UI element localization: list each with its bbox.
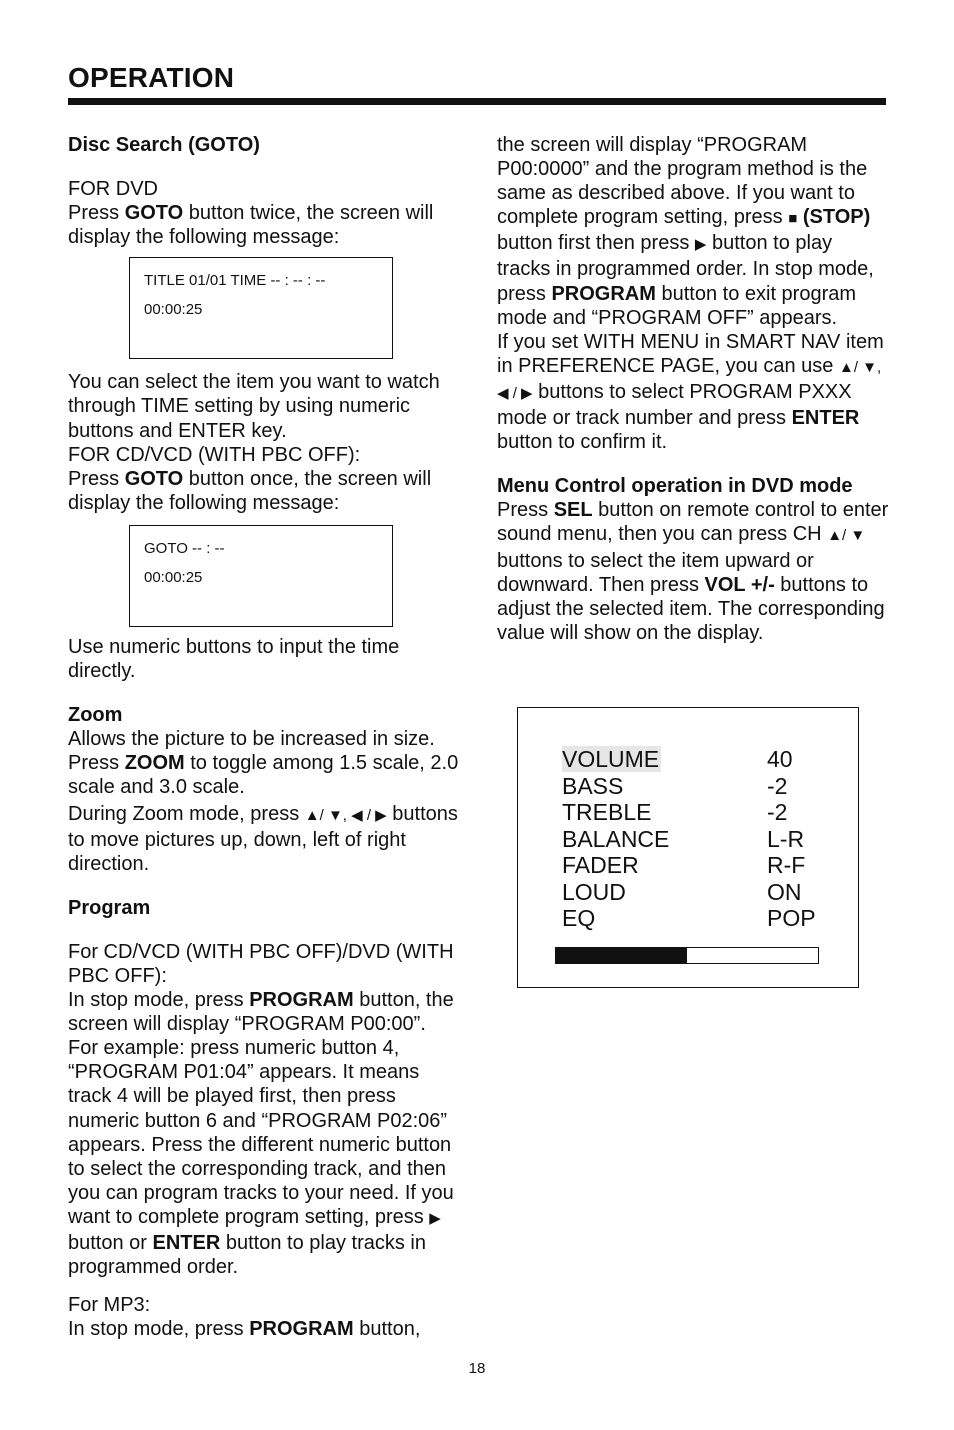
menu-label-fader: FADER [562,852,639,878]
menu-label-bass: BASS [562,772,624,799]
zoom-heading: Zoom [68,704,123,727]
goto-dvd-message-line1: TITLE 01/01 TIME -- : -- : -- [144,272,326,290]
page-number: 18 [468,1360,486,1377]
program-heading: Program [68,896,151,919]
arrow-keys-icon: ▲/ ▼, ◀ / ▶ [304,806,387,824]
menu-value-fader: R-F [767,852,806,878]
for-mp3-label: For MP3: [68,1294,151,1317]
numeric-input-text: Use numeric buttons to input the time directly. [68,635,400,683]
menu-label-volume: VOLUME [562,746,660,772]
up-down-arrows-icon: ▲/ ▼ [827,527,866,545]
sound-menu-display [517,707,859,988]
zoom-instruction: Press ZOOM to toggle among 1.5 scale, 2.0 scale and 3.0 scale. [68,752,459,799]
goto-cd-message-box [129,525,393,627]
right-column [497,133,889,645]
disc-search-heading: Disc Search (GOTO) [68,134,260,156]
arrow-keys-icon: ▲/ ▼, ◀ / ▶ [497,358,882,402]
menu-value-treble: -2 [767,799,788,825]
menu-value-bass: -2 [767,772,788,799]
menu-label-balance: BALANCE [562,825,670,852]
mp3-instruction-continued: the screen will display “PROGRAM P00:0000” and the program method is the same as described above. If you want to complete program setting, press ■ (STOP) button first then press ▶ button to play tracks in programmed order. In stop mode, press PROGRAM button to exit program mode and “PROGRAM OFF” appears. [497,134,874,329]
menu-value-balance: L-R [767,825,805,852]
program-instruction: In stop mode, press PROGRAM button, the screen will display “PROGRAM P00:00”. For example: press numeric button 4, “PROGRAM P01:04” appears. It means track 4 will be played first, then press numeric button 6 and “PROGRAM P02:06” appears. Press the different numeric button to select the corresponding track, and then you can program tracks to your need. If you want to complete program setting, press ▶ button or ENTER button to play tracks in programmed order. [68,989,454,1279]
for-cd-label: FOR CD/VCD (WITH PBC OFF): [68,443,361,466]
zoom-mode-instruction: During Zoom mode, press ▲/ ▼, ◀ / ▶ buttons to move pictures up, down, left of right direction. [68,802,458,875]
play-icon: ▶ [429,1209,441,1227]
program-for-label: For CD/VCD (WITH PBC OFF)/DVD (WITH PBC OFF): [68,940,454,987]
menu-value-volume: 40 [767,746,793,772]
menu-value-eq: POP [767,905,816,931]
menu-control-instruction: Press SEL button on remote control to enter sound menu, then you can press CH ▲/ ▼ buttons to select the item upward or downward. Then press VOL +/- buttons to adjust the selected item. The corresponding value will show on the display. [497,499,889,644]
menu-label-treble: TREBLE [562,799,652,825]
goto-cd-message-line1: GOTO -- : -- [144,539,225,557]
level-bar [555,947,819,964]
smart-nav-instruction: If you set WITH MENU in SMART NAV item in PREFERENCE PAGE, you can use ▲/ ▼, ◀ / ▶ buttons to select PROGRAM PXXX mode or track number and press ENTER button to confirm it. [497,330,884,454]
stop-icon: ■ [788,210,798,228]
title-rule [68,98,886,105]
goto-dvd-instruction: Press GOTO button twice, the screen will display the following message: [68,202,434,249]
goto-dvd-message-line2: 00:00:25 [144,301,203,319]
goto-cd-message-line2: 00:00:25 [144,568,203,586]
left-column [68,133,460,1341]
level-bar-fill [556,948,687,963]
goto-dvd-message-box [129,257,393,359]
menu-label-loud: LOUD [562,878,626,905]
for-dvd-label: FOR DVD [68,178,158,201]
menu-control-heading: Menu Control operation in DVD mode [497,475,853,498]
zoom-description: Allows the picture to be increased in size. [68,728,435,751]
mp3-instruction: In stop mode, press PROGRAM button, [68,1318,421,1341]
goto-cd-instruction: Press GOTO button once, the screen will display the following message: [68,467,432,514]
menu-value-loud: ON [767,878,802,905]
play-icon: ▶ [694,236,707,254]
page-title: OPERATION [68,62,235,93]
time-select-text: You can select the item you want to watch through TIME setting by using numeric buttons and ENTER key. [68,371,440,442]
menu-label-eq: EQ [562,905,596,931]
